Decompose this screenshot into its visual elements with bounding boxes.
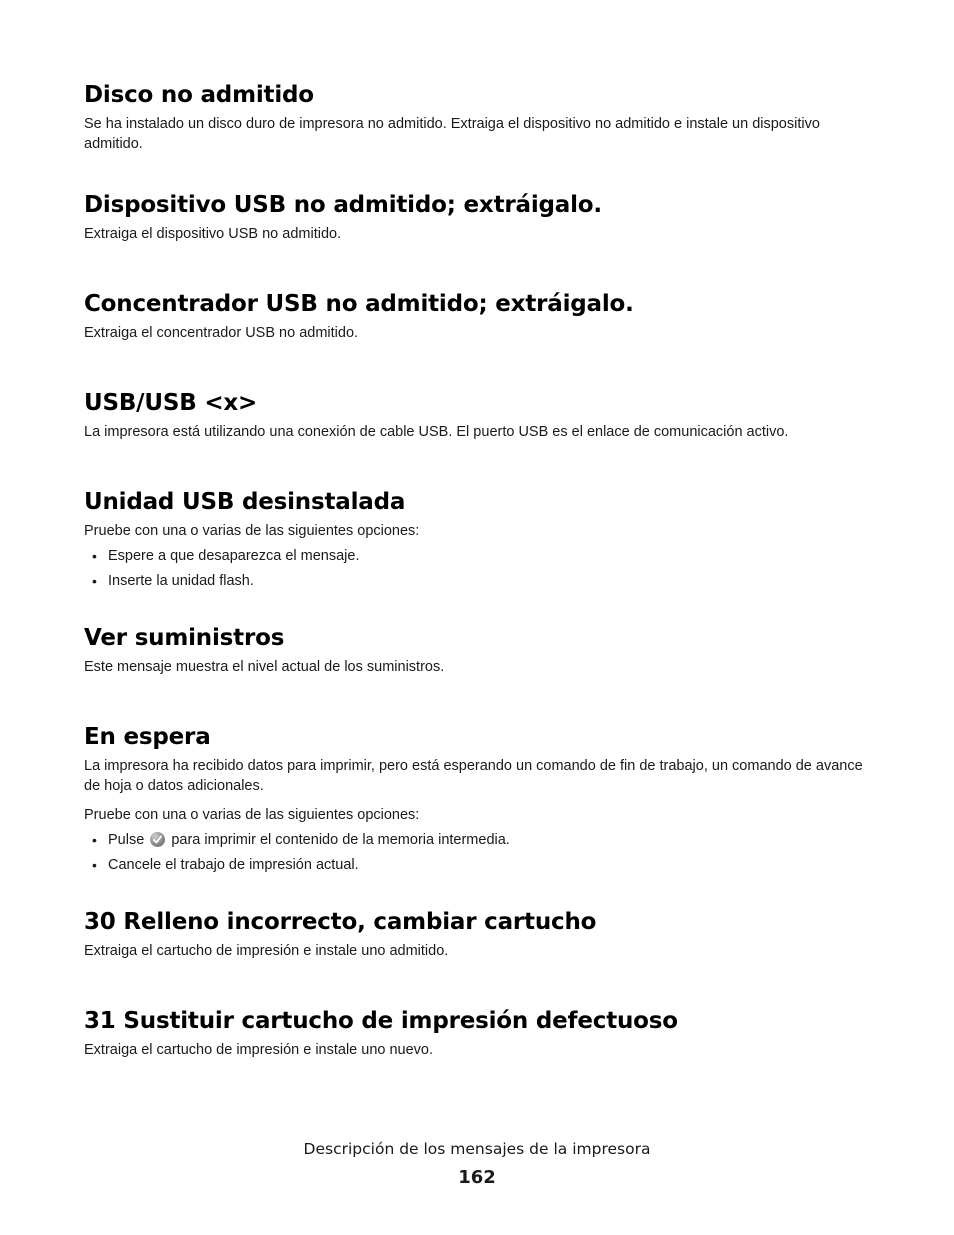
section-paragraph: Extraiga el concentrador USB no admitido. — [84, 325, 359, 341]
section-heading: Dispositivo USB no admitido; extráigalo. — [84, 192, 602, 218]
checkmark-button-icon — [150, 832, 165, 847]
bullet-icon: • — [92, 832, 97, 848]
bullet-list — [84, 830, 874, 875]
section-heading: 30 Relleno incorrecto, cambiar cartucho — [84, 909, 597, 935]
list-item — [84, 571, 874, 591]
section-unidad-usb-desinstalada — [84, 487, 874, 591]
section-paragraph: Se ha instalado un disco duro de impresora no admitido. Extraiga el dispositivo no admitido e instale un dispositivo admitido. — [84, 116, 820, 152]
section-heading: En espera — [84, 724, 211, 750]
list-item — [84, 546, 874, 566]
section-paragraph: Extraiga el cartucho de impresión e instale uno admitido. — [84, 943, 449, 959]
section-heading: USB/USB <x> — [84, 390, 258, 416]
section-paragraph: La impresora está utilizando una conexión de cable USB. El puerto USB es el enlace de comunicación activo. — [84, 424, 789, 440]
section-heading: 31 Sustituir cartucho de impresión defectuoso — [84, 1008, 678, 1034]
section-heading: Disco no admitido — [84, 82, 314, 108]
bullet-icon: • — [92, 857, 97, 873]
list-item — [84, 830, 874, 850]
page-content — [84, 80, 874, 1069]
bullet-list — [84, 546, 874, 591]
bullet-icon: • — [92, 573, 97, 589]
section-dispositivo-usb — [84, 190, 874, 244]
section-31-sustituir-cartucho — [84, 1006, 874, 1060]
section-ver-suministros — [84, 623, 874, 677]
section-paragraph: La impresora ha recibido datos para imprimir, pero está esperando un comando de fin de trabajo, un comando de avance de hoja o datos adicionales. — [84, 758, 863, 794]
list-item-text: Cancele el trabajo de impresión actual. — [108, 857, 359, 873]
list-item-text: Espere a que desaparezca el mensaje. — [108, 548, 360, 564]
section-usb-usb-x — [84, 388, 874, 442]
list-item-text-before: Pulse — [108, 832, 145, 848]
footer-title: Descripción de los mensajes de la impresora — [303, 1140, 651, 1158]
section-30-relleno-incorrecto — [84, 907, 874, 961]
list-item-text-after: para imprimir el contenido de la memoria intermedia. — [171, 832, 510, 848]
list-item-text: Inserte la unidad flash. — [108, 573, 254, 589]
section-paragraph: Extraiga el cartucho de impresión e instale uno nuevo. — [84, 1042, 434, 1058]
section-paragraph: Extraiga el dispositivo USB no admitido. — [84, 226, 342, 242]
section-heading: Unidad USB desinstalada — [84, 489, 406, 515]
section-paragraph: Pruebe con una o varias de las siguientes opciones: — [84, 523, 420, 539]
page-number: 162 — [458, 1167, 496, 1188]
section-paragraph: Pruebe con una o varias de las siguientes opciones: — [84, 807, 420, 823]
section-heading: Ver suministros — [84, 625, 285, 651]
list-item — [84, 855, 874, 875]
page-footer — [0, 1138, 954, 1190]
bullet-icon: • — [92, 548, 97, 564]
section-paragraph: Este mensaje muestra el nivel actual de los suministros. — [84, 659, 445, 675]
section-concentrador-usb — [84, 289, 874, 343]
section-en-espera — [84, 722, 874, 875]
section-disco-no-admitido — [84, 80, 874, 154]
section-heading: Concentrador USB no admitido; extráigalo. — [84, 291, 634, 317]
